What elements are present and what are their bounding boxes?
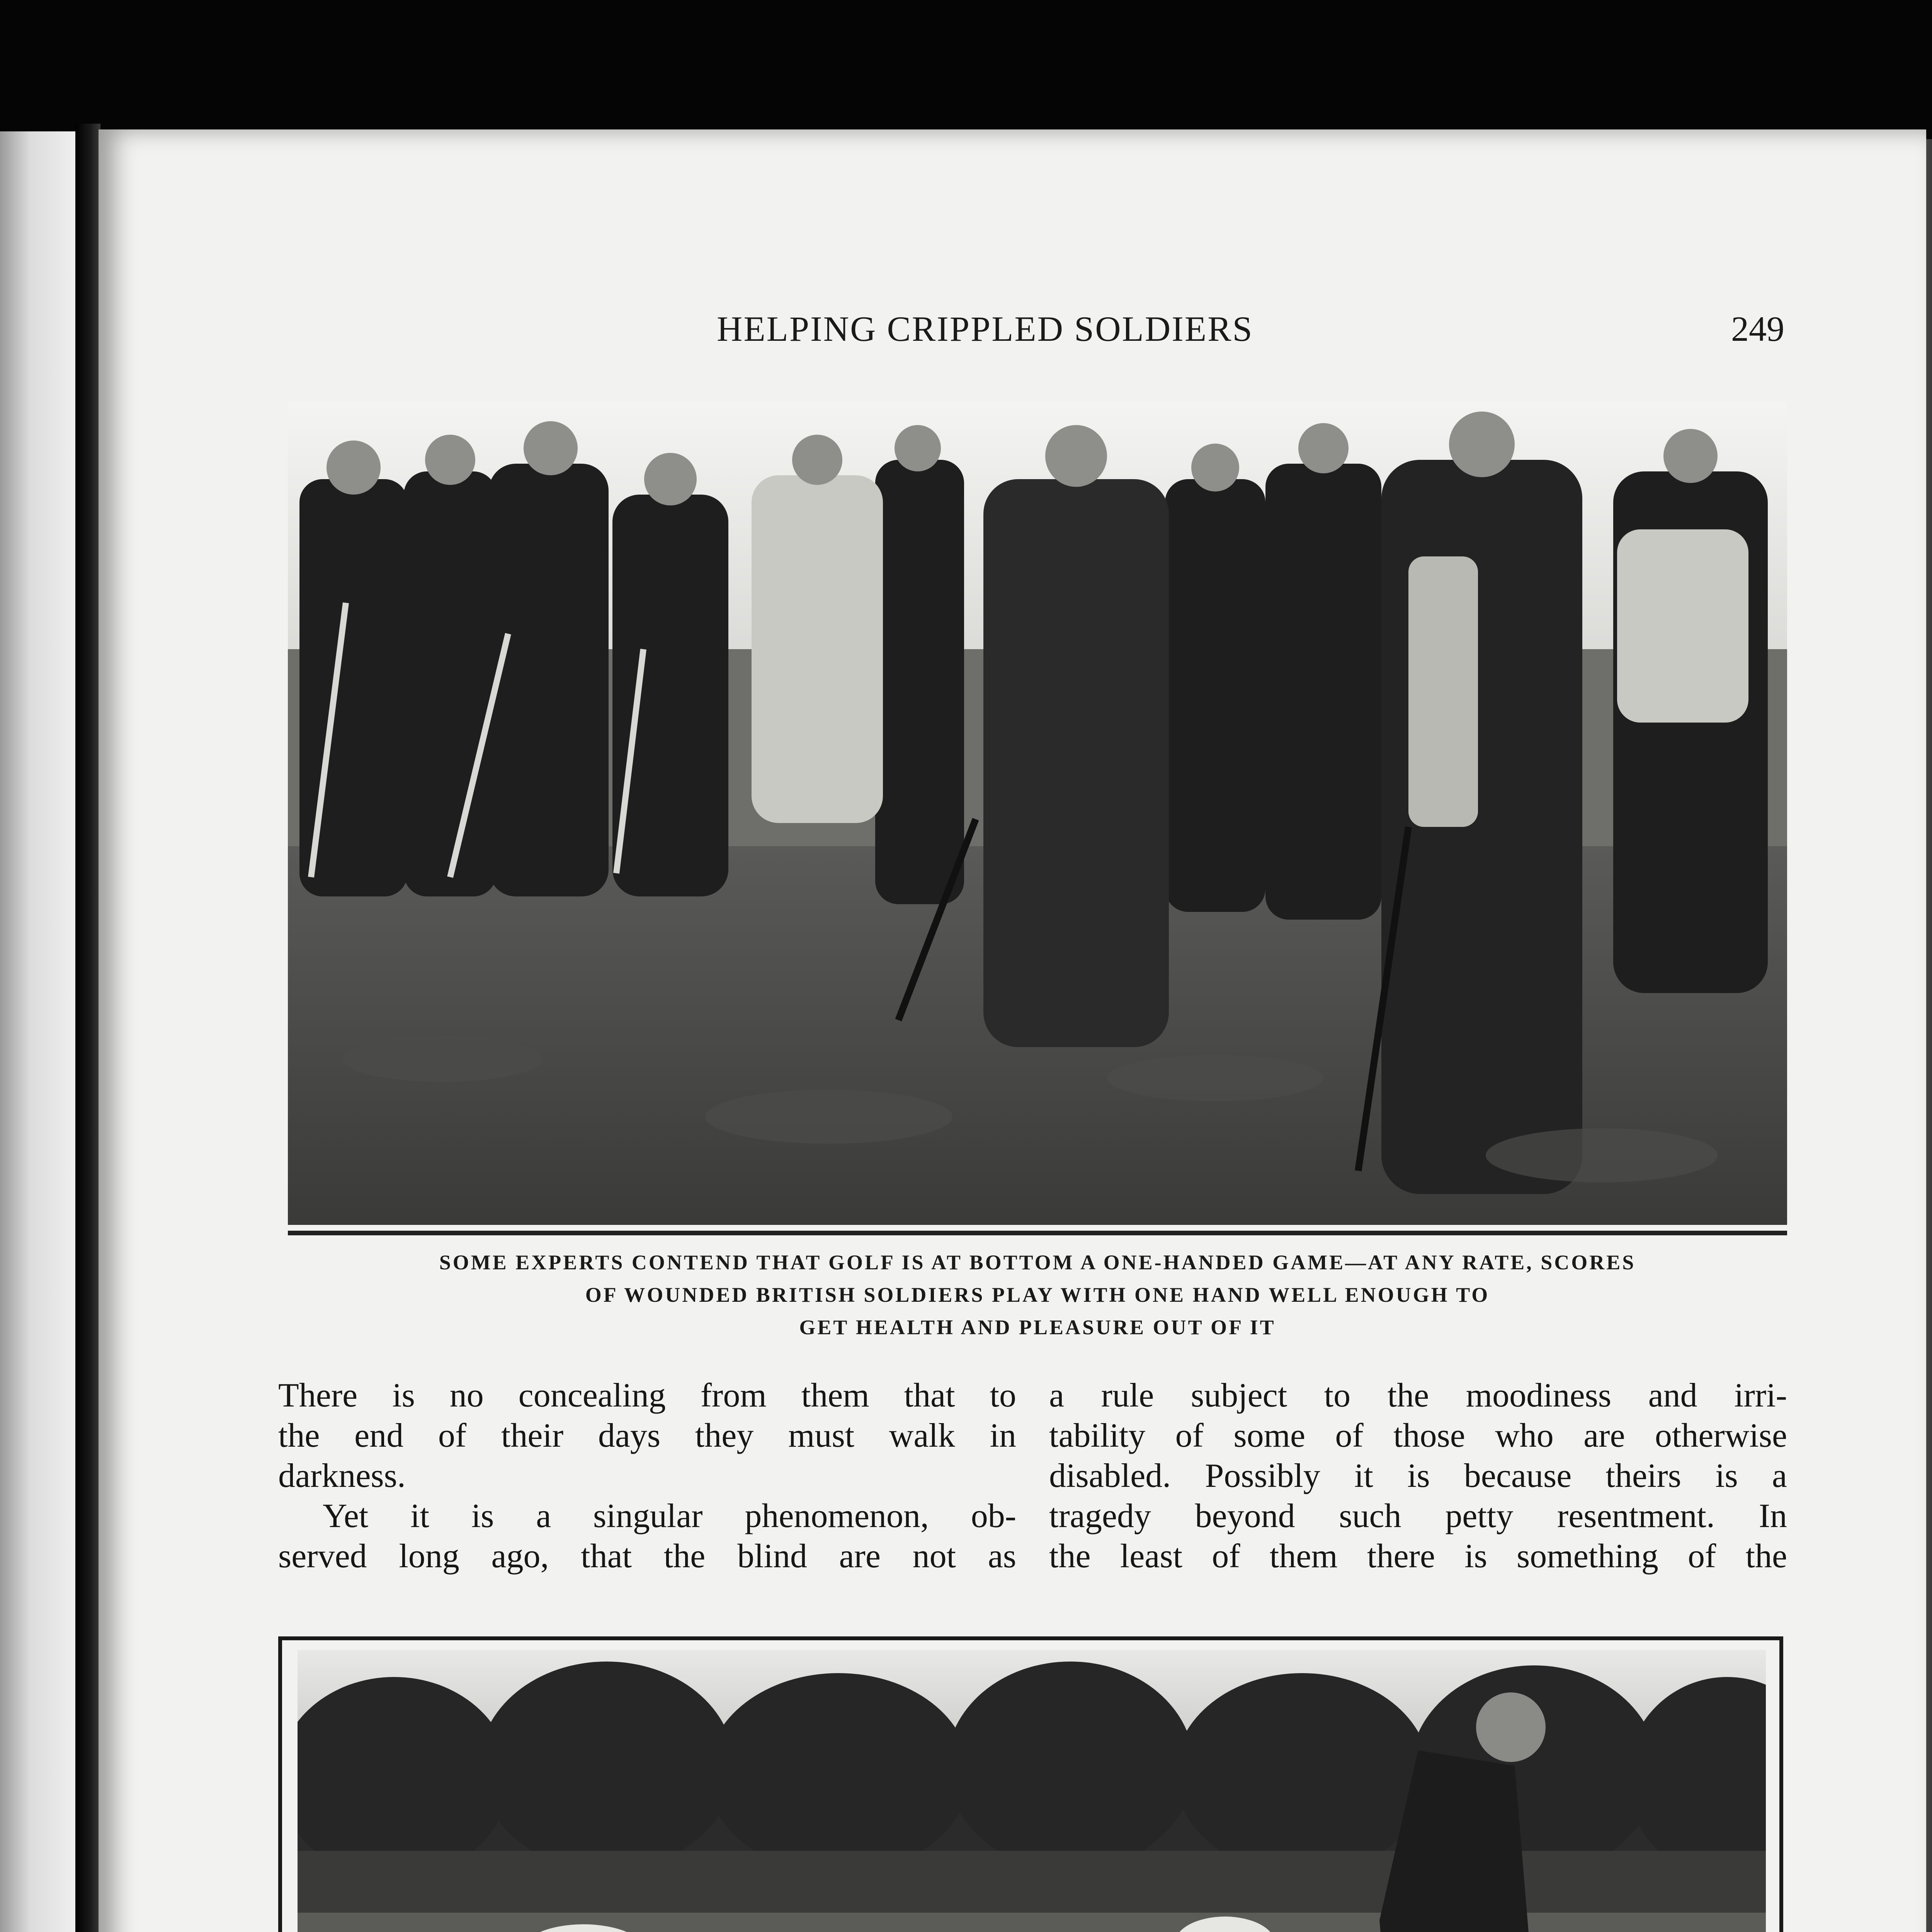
left-column: [278, 1376, 1016, 1577]
text-line: the least of them there is something of the: [1049, 1537, 1787, 1575]
running-head: HELPING CRIPPLED SOLDIERS: [717, 309, 1253, 349]
text-line: the end of their days they must walk in: [278, 1417, 1016, 1454]
caption-rule: [288, 1231, 1787, 1235]
caption-line: OF WOUNDED BRITISH SOLDIERS PLAY WITH ONE HAND WELL ENOUGH TO: [585, 1283, 1490, 1306]
right-column: [1049, 1376, 1787, 1577]
caption-line: GET HEALTH AND PLEASURE OUT OF IT: [799, 1316, 1276, 1339]
text-line: a rule subject to the moodiness and irri-: [1049, 1377, 1787, 1414]
golf-soldiers-photo: [288, 402, 1787, 1225]
text-line: Yet it is a singular phenomenon, ob-: [323, 1497, 1016, 1535]
text-line: disabled. Possibly it is because theirs is a: [1049, 1457, 1787, 1495]
text-line: tability of some of those who are otherwise: [1049, 1417, 1787, 1454]
page-number: 249: [1731, 309, 1784, 349]
top-figure-caption: [288, 1246, 1787, 1344]
facing-page-edge: [0, 131, 75, 1932]
text-line: There is no concealing from them that to: [278, 1377, 1016, 1414]
caption-line: SOME EXPERTS CONTEND THAT GOLF IS AT BOTTOM A ONE-HANDED GAME—AT ANY RATE, SCORES: [439, 1251, 1636, 1274]
farm-tools-photo: [298, 1650, 1766, 1932]
page-right-edge: [1926, 139, 1932, 1932]
text-line: darkness.: [278, 1457, 406, 1495]
book-spine-shadow: [75, 124, 100, 1932]
text-line: tragedy beyond such petty resentment. In: [1049, 1497, 1787, 1535]
text-line: served long ago, that the blind are not as: [278, 1537, 1016, 1575]
